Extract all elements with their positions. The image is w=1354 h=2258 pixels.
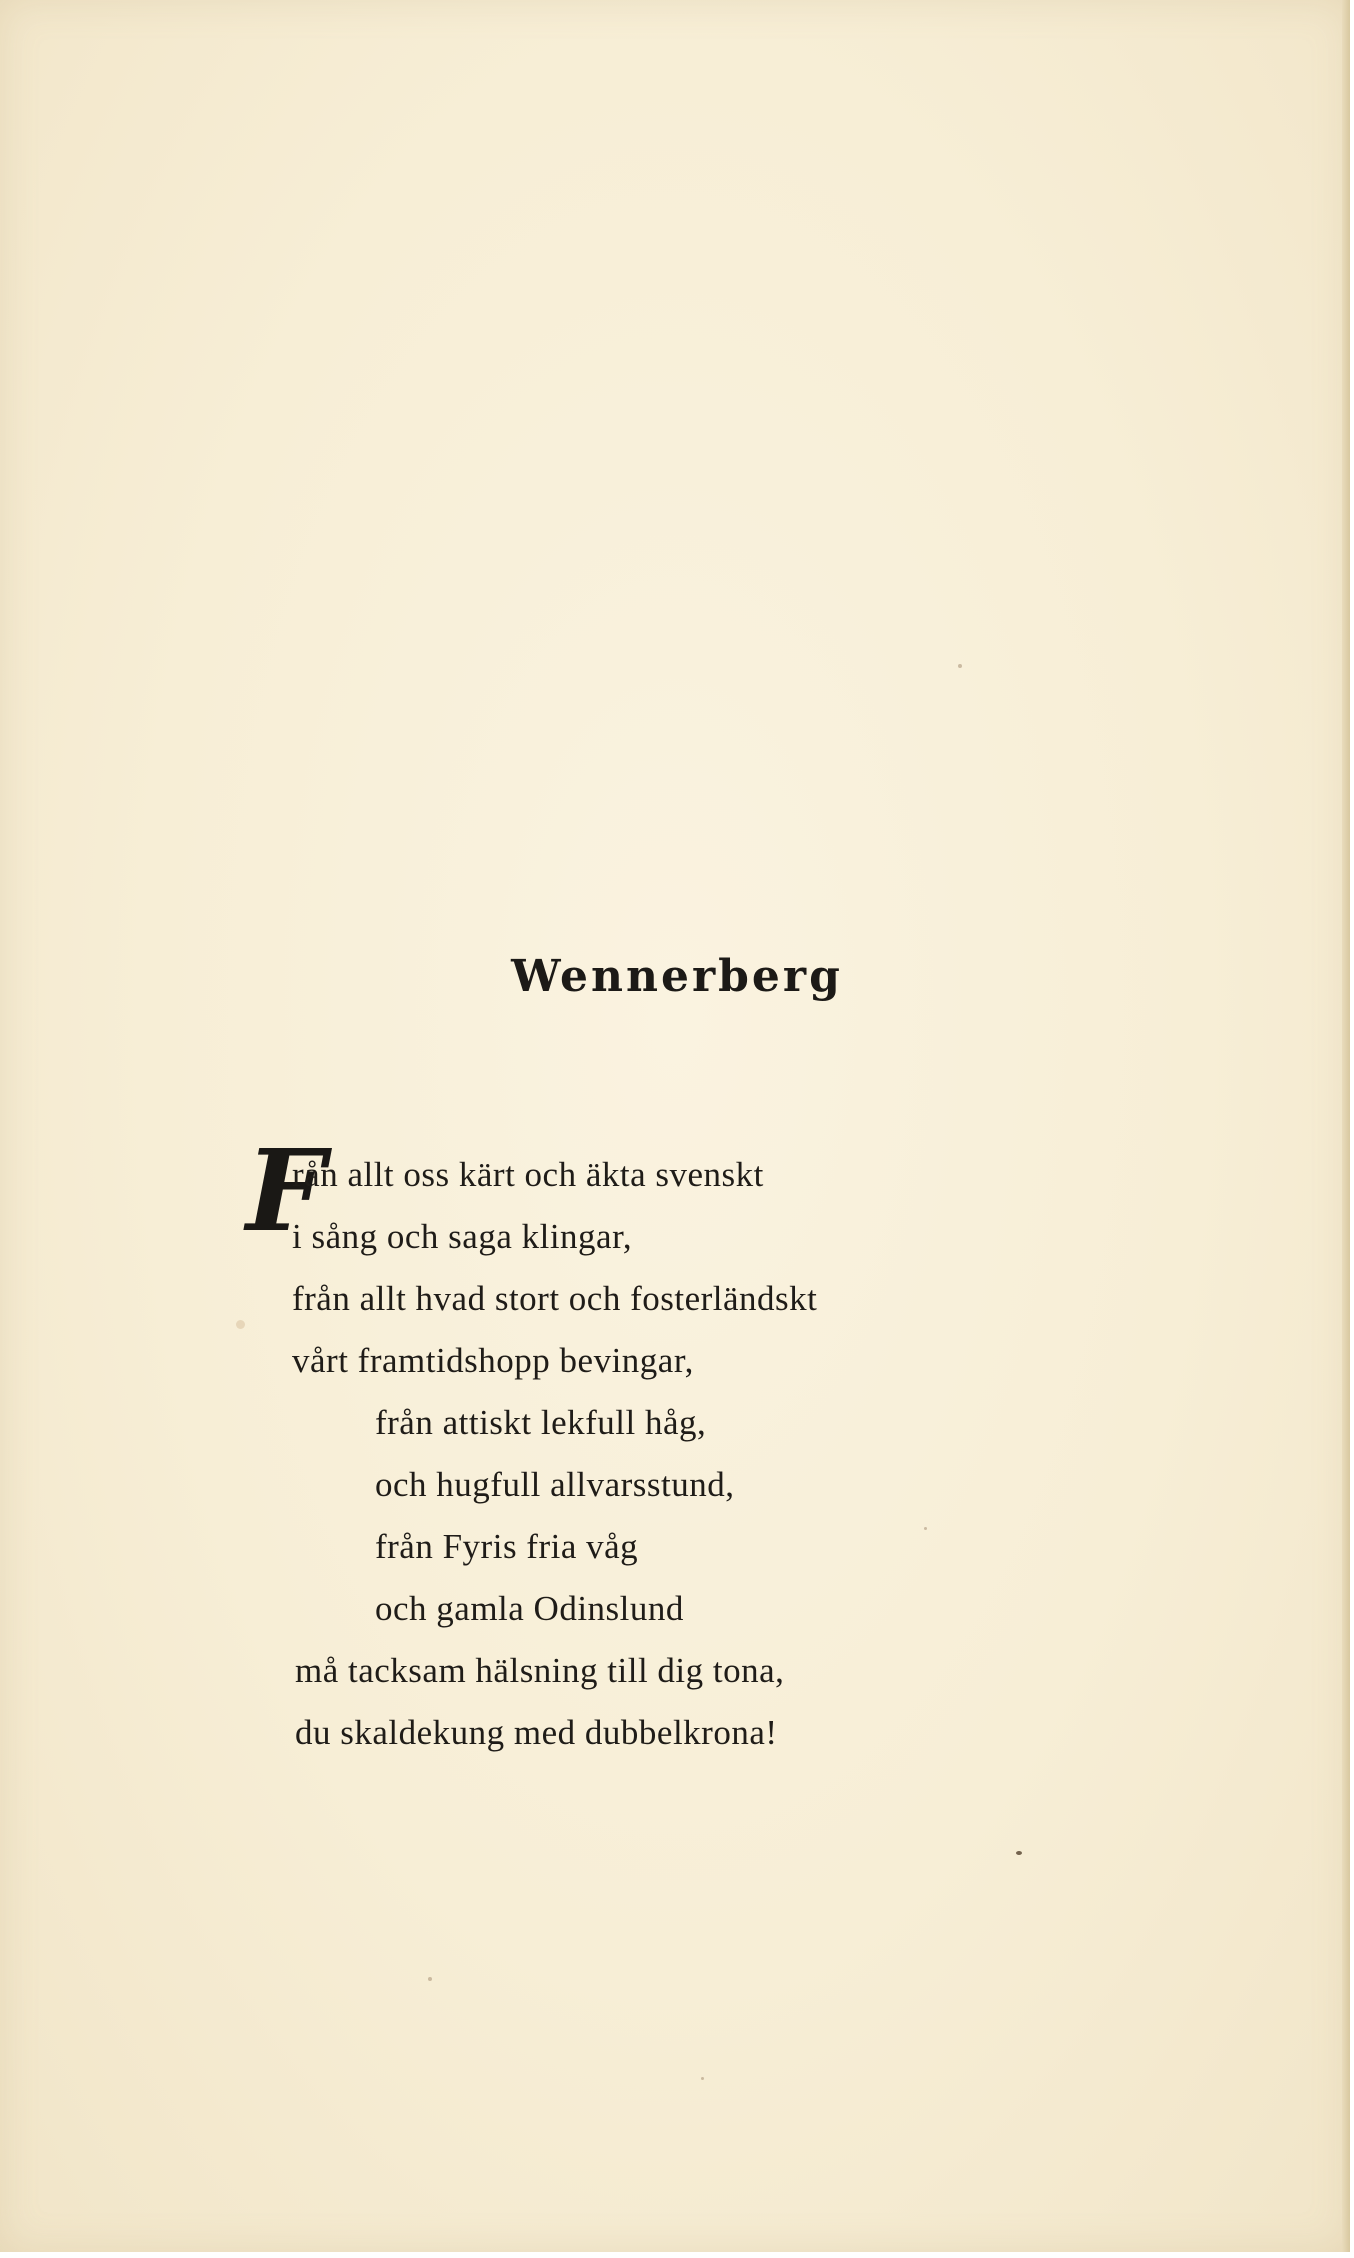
paper-speck (701, 2077, 704, 2080)
poem-line: i sång och saga klingar, (292, 1217, 633, 1256)
show-through-text (230, 370, 990, 742)
paper-speck (924, 1527, 927, 1530)
poem-line: från attiskt lekfull håg, (375, 1403, 707, 1442)
poem-line: du skaldekung med dubbelkrona! (295, 1713, 778, 1752)
paper-speck (428, 1977, 432, 1981)
poem-line: rån allt oss kärt och äkta svenskt (292, 1155, 764, 1194)
paper-speck (236, 1320, 245, 1329)
page-edge (1342, 0, 1350, 2252)
poem-line: vårt framtidshopp bevingar, (292, 1341, 694, 1380)
poem-line: från allt hvad stort och fosterländskt (292, 1279, 818, 1318)
poem-line: och hugfull allvarsstund, (375, 1465, 735, 1504)
paper-speck (958, 664, 962, 668)
poem-line: och gamla Odinslund (375, 1589, 684, 1628)
paper-speck (1016, 1851, 1022, 1855)
poem-line: må tacksam hälsning till dig tona, (295, 1651, 785, 1690)
poem-line: från Fyris fria våg (375, 1527, 639, 1566)
drop-cap: F (246, 1126, 326, 1257)
page-title: Wennerberg (511, 951, 843, 1003)
